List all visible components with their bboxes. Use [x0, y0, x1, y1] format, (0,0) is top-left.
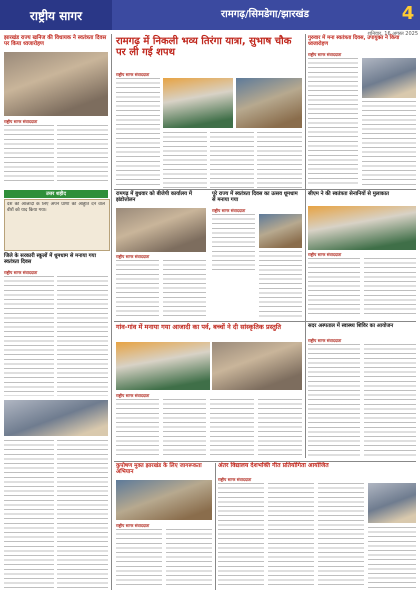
right-col-headline: सदर अस्पताल में स्वास्थ्य शिविर का आयोजन: [308, 323, 394, 329]
bottom-right-text-col3: [318, 483, 364, 589]
page-number: 4: [401, 3, 415, 24]
top-right-text-col2: [362, 101, 416, 187]
bottom-right-photo: [368, 483, 416, 523]
row-rule: [114, 189, 416, 190]
lower-left-headline: जिले के सरकारी स्कूलों में धूमधाम से मनाया गया स्वतंत्रता दिवस: [4, 253, 96, 265]
mid-right-text-col2: [364, 258, 416, 318]
lower-center-headline: गांव-गांव में मनाया गया आजादी का पर्व, बच्चों ने दी सांस्कृतिक प्रस्तुति: [116, 323, 282, 331]
mid-center2-headline: पूरे राज्य में स्वतंत्रता दिवस का उत्सव धूमधाम से मनाया गया: [212, 191, 298, 203]
top-left-photo: [4, 52, 108, 116]
lead-text-col2: [163, 132, 207, 188]
top-right-text-col3: [308, 141, 358, 187]
bottom-center-byline: राष्ट्रीय सागर संवाददाता: [116, 523, 150, 528]
lower-center-byline: राष्ट्रीय सागर संवाददाता: [116, 393, 150, 398]
column-rule: [305, 34, 306, 458]
right-col-text-col2: [364, 344, 416, 459]
top-right-text-col1: [308, 58, 358, 138]
mid-center2-text-col2: [259, 251, 302, 318]
mid-center-photo: [116, 208, 206, 252]
row-rule: [114, 461, 416, 462]
right-col-byline: राष्ट्रीय सागर संवाददाता: [308, 338, 342, 343]
lead-photo-1: [163, 78, 233, 128]
top-right-photo: [362, 58, 416, 98]
right-col-text-col1: [308, 344, 360, 459]
lower-left-text-col4: [57, 440, 108, 590]
mid-center2-byline: राष्ट्रीय सागर संवाददाता: [212, 208, 246, 213]
top-left-headline: झारखंड राज्य खनिज की विधायक ने स्वतंत्रता दिवस पर किया ध्वजारोहण: [4, 35, 107, 47]
row-rule: [114, 321, 416, 322]
top-right-headline: गुरुवार में मना स्वतंत्रता दिवस, उपायुक्त ने किया ध्वजारोहण: [308, 35, 400, 47]
mid-right-byline: राष्ट्रीय सागर संवाददाता: [308, 252, 342, 257]
lower-center-text-col1: [116, 399, 159, 459]
bottom-center-text-col1: [116, 529, 162, 589]
mid-center-headline: रामगढ़ में बुधवार को बीजेपी कार्यालय में झंडोत्तोलन: [116, 191, 192, 203]
top-left-byline: राष्ट्रीय सागर संवाददाता: [4, 119, 38, 124]
lower-left-photo: [4, 400, 108, 436]
bottom-center-photo: [116, 480, 212, 520]
lead-photo-2: [236, 78, 302, 128]
column-rule: [215, 463, 216, 590]
lower-center-photo-2: [212, 342, 302, 390]
mid-center-text-col1: [116, 260, 159, 318]
lead-byline: राष्ट्रीय सागर संवाददाता: [116, 72, 150, 77]
mid-right-photo: [308, 206, 416, 250]
bottom-center-text-col2: [166, 529, 212, 589]
bottom-right-headline: अंतर विद्यालय देशभक्ति गीत प्रतियोगिता आयोजित: [218, 462, 329, 469]
mid-left-box-title: उत्तर शहीद: [4, 190, 108, 198]
mid-left-box-text: देश की आजादी के लिए अपने प्राणों की आहुति देने वाले वीरों को याद किया गया।: [7, 202, 105, 213]
bottom-right-text-col2: [268, 483, 314, 589]
lead-text-col1: [116, 78, 160, 188]
lower-center-text-col2: [163, 399, 206, 459]
mid-right-headline: सीएम ने की स्वतंत्रता सेनानियों से मुलाकात: [308, 191, 389, 197]
lower-left-text-col2: [57, 276, 108, 396]
lower-left-byline: राष्ट्रीय सागर संवाददाता: [4, 270, 38, 275]
top-right-byline: राष्ट्रीय सागर संवाददाता: [308, 52, 342, 57]
bottom-right-byline: राष्ट्रीय सागर संवाददाता: [218, 477, 252, 482]
lower-left-text-col3: [4, 440, 54, 590]
lower-center-text-col4: [258, 399, 302, 459]
bottom-right-text-col4: [368, 527, 416, 589]
mid-center2-text-col1: [212, 214, 255, 274]
lower-center-photo-1: [116, 342, 210, 390]
issue-date: शनिवार, 16 अगस्त 2025: [367, 31, 418, 37]
mid-right-text-col1: [308, 258, 360, 318]
mid-center2-photo: [259, 214, 302, 248]
lower-center-text-col3: [210, 399, 254, 459]
bottom-center-headline: कुपोषण मुक्त झारखंड के लिए जागरूकता अभियान: [116, 463, 202, 476]
bottom-right-text-col1: [218, 483, 264, 589]
paper-name: राष्ट्रीय सागर: [0, 0, 112, 30]
lead-headline: रामगढ़ में निकली भव्य तिरंगा यात्रा, सुभाष चौक पर ली गई शपथ: [116, 36, 292, 58]
edition-title: रामगढ़/सिमडेगा/झारखंड: [221, 9, 309, 20]
lower-left-text-col1: [4, 276, 54, 396]
top-left-text-col2: [57, 125, 108, 185]
column-rule: [111, 34, 112, 590]
lead-text-col4: [257, 132, 302, 188]
lead-text-col3: [210, 132, 254, 188]
mid-center-byline: राष्ट्रीय सागर संवाददाता: [116, 254, 150, 259]
mid-center-text-col2: [163, 260, 206, 318]
top-left-text-col1: [4, 125, 54, 185]
